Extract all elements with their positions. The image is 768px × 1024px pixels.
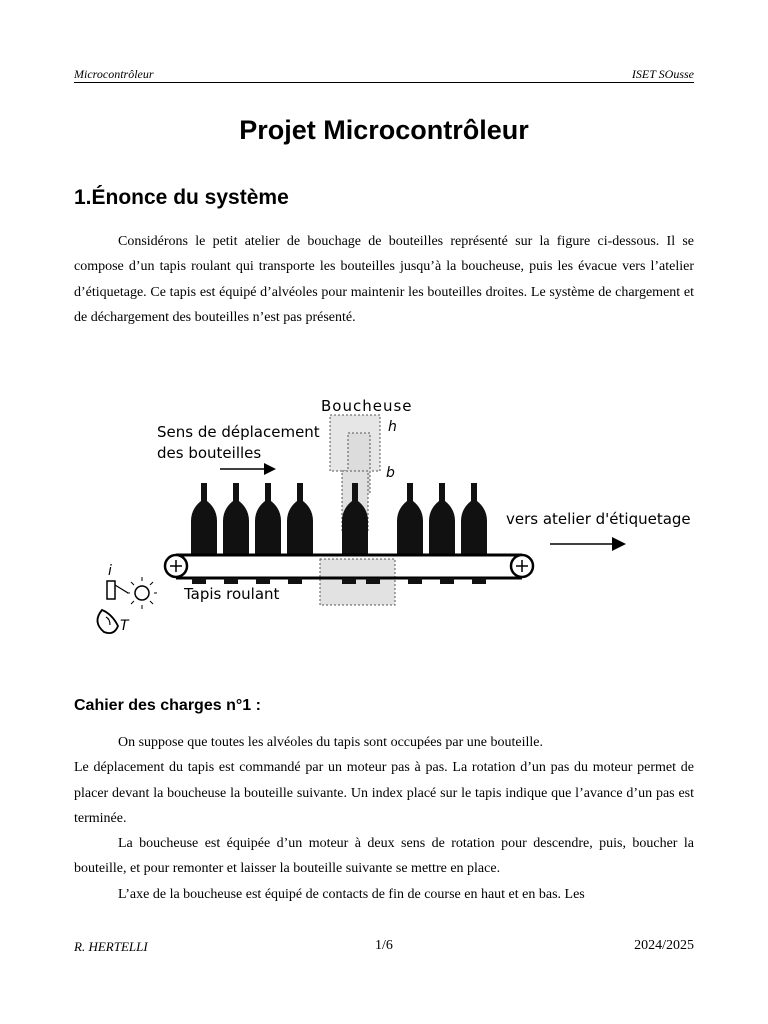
footer-author: R. HERTELLI: [74, 939, 148, 954]
paragraph-text: Considérons le petit atelier de bouchage de bouteilles représenté sur la figure ci-dessous. Il se compose d’un tapis roulant qui transporte les bouteilles jusqu’à la boucheuse, puis les évacue vers l’atelier d’étiquetage. Ce tapis est équipé d’alvéoles pour maintenir les bouteilles droites. Le système de chargement et de déchargement des bouteilles n’est pas présenté.: [74, 234, 694, 325]
footer-year: 2024/2025: [634, 938, 694, 953]
sens-label-line1: Sens de déplacement: [157, 423, 320, 441]
bottle: [461, 483, 487, 555]
header-left: Microcontrôleur: [74, 67, 154, 81]
bottle: [191, 483, 217, 555]
bottles: [191, 483, 487, 555]
bottle: [255, 483, 281, 555]
paragraph-line-1: On suppose que toutes les alvéoles du tapis sont occupées par une bouteille.: [118, 735, 543, 750]
footer-page-number: 1/6: [375, 938, 393, 953]
paragraph-enonce: [74, 229, 694, 330]
paragraph-line-3: La boucheuse est équipée d’un moteur à deux sens de rotation pour descendre, puis, boucher la bouteille, et pour remonter et laisser la bouteille suivante se mettre en place.: [74, 836, 694, 877]
vers-arrow-head: [612, 537, 626, 551]
lamp-icon: [135, 586, 149, 600]
index-sensor: [107, 581, 115, 599]
bottle: [429, 483, 455, 555]
sens-label-line2: des bouteilles: [157, 444, 262, 462]
bottle: [223, 483, 249, 555]
T-label: T: [120, 618, 129, 634]
paragraph-line-4: L’axe de la boucheuse est équipé de contacts de fin de course en haut et en bas. Les: [118, 886, 585, 902]
motor-icon: [97, 610, 118, 633]
boucheuse-label: Boucheuse: [321, 397, 413, 415]
index-contact: [115, 585, 128, 593]
boucheuse-base: [320, 559, 395, 605]
bottle: [287, 483, 313, 555]
motor-detail: [106, 617, 110, 625]
i-label: i: [108, 563, 112, 579]
section-heading-enonce: 1.Énonce du système: [74, 186, 289, 209]
tapis-label: Tapis roulant: [184, 585, 280, 603]
lamp-rays: [127, 577, 157, 609]
bottle: [397, 483, 423, 555]
b-label: b: [386, 465, 395, 481]
system-figure: [80, 385, 700, 645]
page-header: [74, 67, 694, 83]
sens-arrow-head: [264, 463, 276, 475]
paragraph-cahier: [74, 730, 694, 907]
paragraph-line-2: Le déplacement du tapis est commandé par un moteur pas à pas. La rotation d’un pas du moteur permet de placer devant la boucheuse la bouteille suivante. Un index placé sur le tapis indique que l’avance d’un pas est terminée.: [74, 760, 694, 826]
h-label: h: [388, 419, 397, 435]
page-title: Projet Microcontrôleur: [239, 115, 529, 145]
section-heading-cahier: Cahier des charges n°1 :: [74, 697, 261, 714]
vers-label: vers atelier d'étiquetage: [506, 510, 691, 528]
header-right: ISET SOusse: [631, 67, 694, 81]
